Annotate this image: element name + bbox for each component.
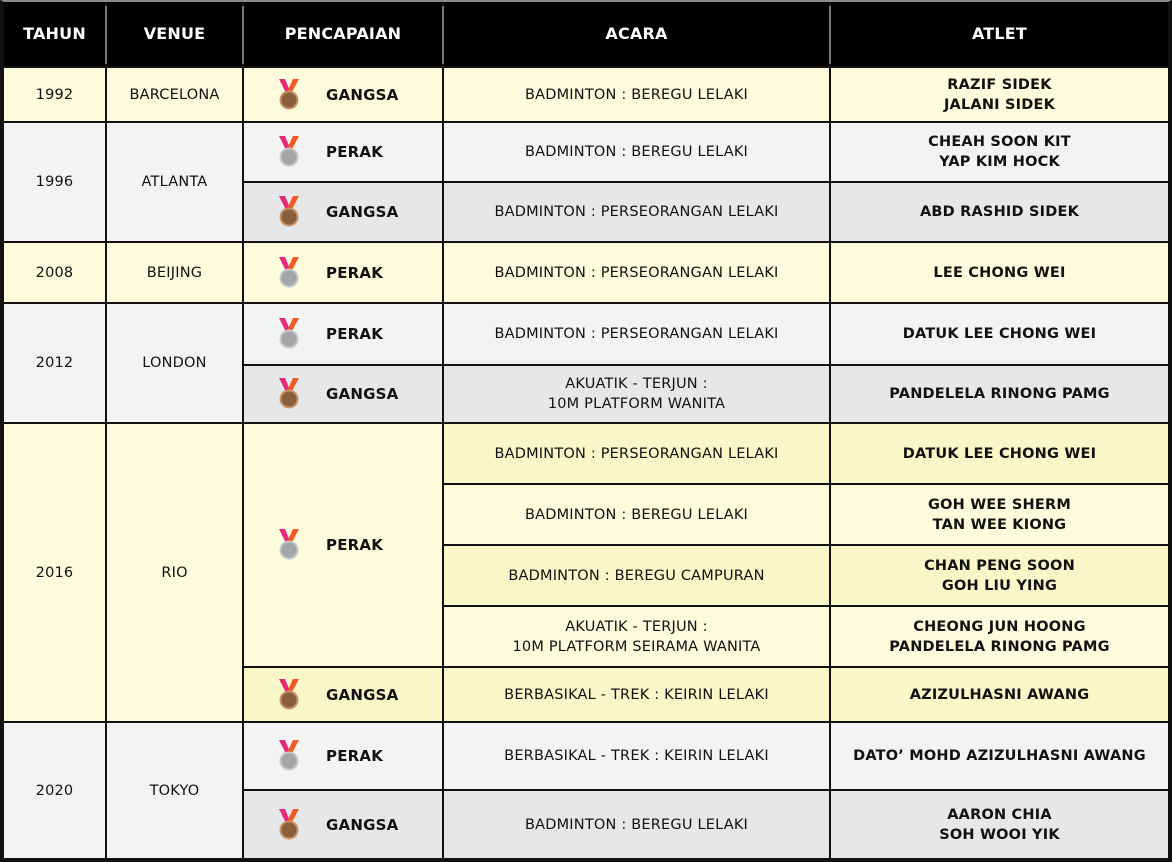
athlete-cell	[831, 485, 1168, 544]
athlete-names	[910, 685, 1090, 705]
event-cell	[444, 304, 829, 364]
venue-cell	[107, 68, 242, 121]
event-line: BERBASIKAL - TREK : KEIRIN LELAKI	[504, 686, 769, 703]
athlete-name: ABD RASHID SIDEK	[919, 204, 1080, 220]
event-line: BADMINTON : BEREGU LELAKI	[524, 144, 749, 160]
year-cell	[4, 424, 105, 721]
event-line: BADMINTON : PERSEORANGAN LELAKI	[494, 204, 779, 220]
header-venue: VENUE	[107, 2, 242, 66]
silver-medal-icon	[276, 135, 302, 169]
year-value: 1996	[35, 174, 74, 190]
medal-label: PERAK	[326, 536, 384, 554]
athlete-cell	[831, 607, 1168, 666]
event-line: BADMINTON : BEREGU LELAKI	[524, 816, 749, 833]
event-text	[525, 142, 748, 162]
year-cell	[4, 304, 105, 422]
silver-medal-icon	[276, 256, 302, 290]
athlete-name: GOH LIU YING	[941, 577, 1058, 594]
athlete-cell	[831, 68, 1168, 121]
year-value: 2020	[35, 782, 74, 799]
event-text	[525, 815, 748, 835]
year-cell	[4, 723, 105, 858]
athlete-name: PANDELELA RINONG PAMG	[889, 638, 1110, 655]
athlete-cell	[831, 243, 1168, 302]
event-cell	[444, 123, 829, 181]
athlete-name: AZIZULHASNI AWANG	[909, 686, 1090, 703]
achievement-cell	[244, 304, 442, 364]
event-text	[504, 685, 769, 705]
athlete-name: RAZIF SIDEK	[947, 76, 1052, 93]
athlete-names	[928, 132, 1071, 172]
athlete-names	[903, 444, 1096, 464]
medal-label: GANGSA	[326, 815, 399, 834]
event-text	[525, 85, 748, 105]
event-cell	[444, 791, 829, 858]
event-text	[512, 617, 760, 657]
venue-value: BARCELONA	[129, 86, 220, 103]
silver-medal-icon	[276, 528, 302, 562]
athlete-cell	[831, 366, 1168, 422]
athlete-names	[920, 202, 1079, 222]
athlete-name: CHAN PENG SOON	[924, 557, 1075, 574]
bronze-medal-icon	[276, 78, 302, 112]
achievement-cell	[244, 723, 442, 789]
year-value: 2016	[35, 564, 74, 581]
achievement-cell	[244, 243, 442, 302]
event-cell	[444, 366, 829, 422]
event-line: BADMINTON : PERSEORANGAN LELAKI	[494, 264, 779, 281]
athlete-names	[903, 324, 1096, 344]
venue-value: BEIJING	[146, 264, 203, 281]
venue-value: LONDON	[142, 355, 207, 371]
header-pencapaian: PENCAPAIAN	[244, 2, 442, 66]
year-cell	[4, 68, 105, 121]
achievement-cell	[244, 123, 442, 181]
event-text	[494, 202, 778, 222]
medal-label: PERAK	[326, 143, 384, 161]
athlete-names	[939, 805, 1060, 845]
event-line: BERBASIKAL - TREK : KEIRIN LELAKI	[504, 748, 769, 764]
event-line: BADMINTON : BEREGU LELAKI	[524, 86, 749, 103]
silver-medal-icon	[276, 317, 302, 351]
event-text	[494, 324, 778, 344]
athlete-name: PANDELELA RINONG PAMG	[889, 386, 1110, 402]
medal-label: GANGSA	[326, 203, 399, 221]
year-cell	[4, 243, 105, 302]
athlete-cell	[831, 424, 1168, 483]
event-text	[494, 444, 778, 464]
header-atlet: ATLET	[831, 2, 1168, 66]
event-text	[494, 263, 778, 283]
athlete-name: JALANI SIDEK	[943, 96, 1056, 113]
athlete-name: CHEAH SOON KIT	[928, 134, 1071, 150]
athlete-name: DATUK LEE CHONG WEI	[902, 326, 1097, 342]
athlete-name: TAN WEE KIONG	[932, 516, 1067, 533]
header-divider	[829, 6, 831, 64]
event-cell	[444, 723, 829, 789]
header-acara: ACARA	[444, 2, 829, 66]
medal-label: PERAK	[326, 325, 384, 343]
bronze-medal-icon	[276, 377, 302, 411]
medal-label: PERAK	[326, 263, 384, 282]
athlete-cell	[831, 723, 1168, 789]
event-cell	[444, 68, 829, 121]
header-divider	[442, 6, 444, 64]
medal-label: GANGSA	[326, 685, 399, 704]
athlete-names	[944, 75, 1055, 115]
event-line: BADMINTON : PERSEORANGAN LELAKI	[494, 445, 779, 462]
athlete-cell	[831, 183, 1168, 241]
event-text	[525, 505, 748, 525]
event-line: AKUATIK - TERJUN :	[565, 618, 708, 635]
athlete-name: YAP KIM HOCK	[939, 154, 1060, 170]
athlete-name: LEE CHONG WEI	[933, 264, 1066, 281]
achievement-cell	[244, 183, 442, 241]
year-cell	[4, 123, 105, 241]
venue-cell	[107, 304, 242, 422]
athlete-name: DATUK LEE CHONG WEI	[902, 445, 1097, 462]
silver-medal-icon	[276, 739, 302, 773]
medal-label: GANGSA	[326, 85, 399, 104]
athlete-name: SOH WOOI YIK	[939, 826, 1060, 843]
athlete-name: GOH WEE SHERM	[928, 496, 1071, 513]
header-divider	[242, 6, 244, 64]
event-line: AKUATIK - TERJUN :	[565, 376, 708, 392]
event-line: 10M PLATFORM SEIRAMA WANITA	[512, 638, 761, 655]
event-line: BADMINTON : BEREGU LELAKI	[524, 506, 749, 523]
medal-label: GANGSA	[326, 385, 399, 403]
event-cell	[444, 183, 829, 241]
athlete-name: CHEONG JUN HOONG	[913, 618, 1086, 635]
athlete-name: AARON CHIA	[947, 806, 1052, 823]
venue-cell	[107, 123, 242, 241]
venue-value: TOKYO	[149, 782, 200, 799]
event-cell	[444, 607, 829, 666]
header-tahun: TAHUN	[4, 2, 105, 66]
venue-value: RIO	[161, 564, 188, 581]
athlete-names	[889, 384, 1109, 404]
achievement-cell	[244, 424, 442, 666]
year-value: 2008	[35, 264, 74, 281]
athlete-cell	[831, 304, 1168, 364]
event-text	[504, 746, 769, 766]
achievement-cell	[244, 68, 442, 121]
achievement-cell	[244, 791, 442, 858]
event-cell	[444, 243, 829, 302]
athlete-names	[933, 263, 1065, 283]
event-cell	[444, 546, 829, 605]
event-text	[548, 374, 725, 414]
athlete-cell	[831, 123, 1168, 181]
event-line: 10M PLATFORM WANITA	[547, 396, 726, 412]
bronze-medal-icon	[276, 808, 302, 842]
event-cell	[444, 485, 829, 544]
event-cell	[444, 424, 829, 483]
athlete-cell	[831, 546, 1168, 605]
athlete-cell	[831, 791, 1168, 858]
year-value: 1992	[35, 86, 74, 103]
achievement-cell	[244, 366, 442, 422]
medal-label: PERAK	[326, 747, 384, 765]
venue-cell	[107, 723, 242, 858]
bronze-medal-icon	[276, 195, 302, 229]
athlete-names	[928, 495, 1071, 535]
event-line: BADMINTON : BEREGU CAMPURAN	[508, 567, 765, 584]
venue-value: ATLANTA	[141, 174, 208, 190]
event-line: BADMINTON : PERSEORANGAN LELAKI	[494, 326, 779, 342]
bronze-medal-icon	[276, 678, 302, 712]
event-cell	[444, 668, 829, 721]
athlete-names	[889, 617, 1109, 657]
venue-cell	[107, 243, 242, 302]
venue-cell	[107, 424, 242, 721]
year-value: 2012	[35, 355, 74, 371]
achievement-cell	[244, 668, 442, 721]
athlete-names	[853, 746, 1146, 766]
event-text	[508, 566, 764, 586]
athlete-names	[924, 556, 1075, 596]
athlete-name: DATO’ MOHD AZIZULHASNI AWANG	[853, 748, 1146, 764]
athlete-cell	[831, 668, 1168, 721]
header-divider	[105, 6, 107, 64]
